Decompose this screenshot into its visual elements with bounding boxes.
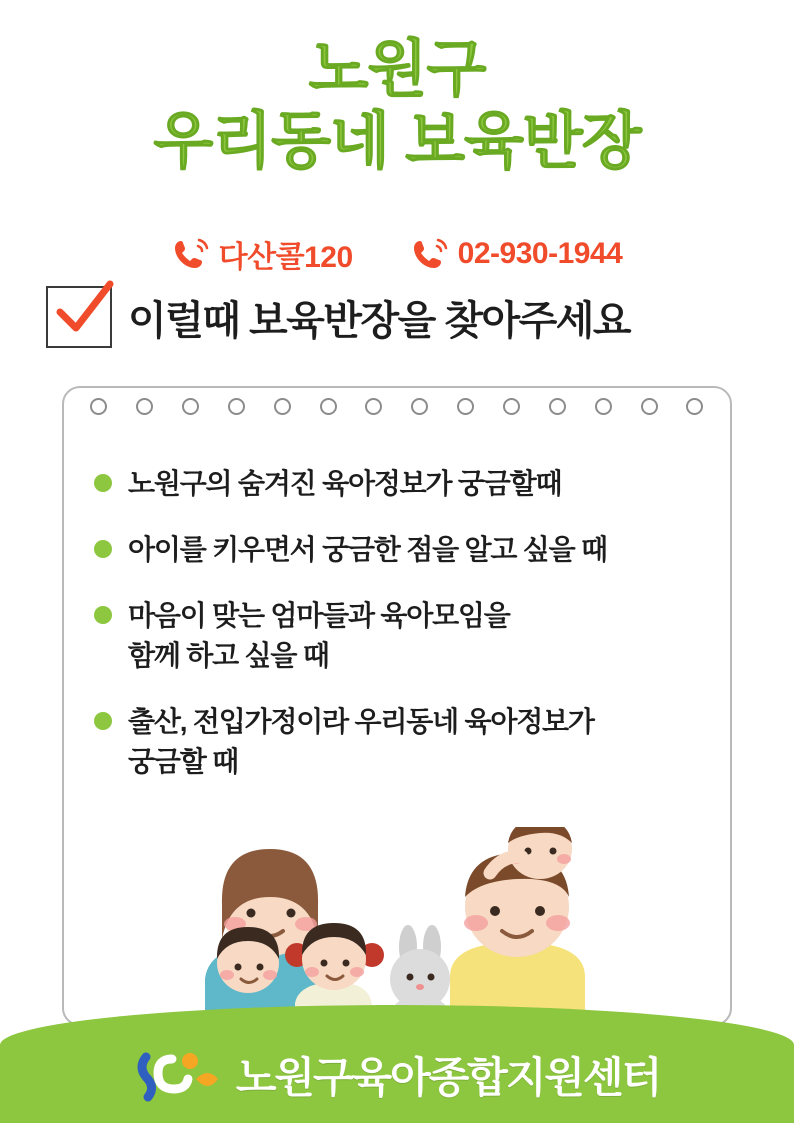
checkbox-frame — [46, 286, 112, 348]
note-hole-icon — [641, 398, 658, 415]
contact-number[interactable]: 02-930-1944 — [457, 237, 623, 270]
note-hole-icon — [136, 398, 153, 415]
list-item-label: 아이를 키우면서 궁금한 점을 알고 싶을 때 — [128, 534, 607, 565]
father-figure — [450, 853, 585, 1027]
footer-organization-name: 노원구육아종합지원센터 — [235, 1054, 661, 1101]
note-hole-icon — [228, 398, 245, 415]
bullet-dot-icon — [94, 606, 112, 624]
phone-icon — [411, 237, 451, 271]
list-item-label: 출산, 전입가정이라 우리동네 육아정보가 궁금할 때 — [128, 706, 594, 777]
title-line-1: 노원구 — [308, 35, 486, 104]
note-holes — [64, 398, 730, 415]
bullet-dot-icon — [94, 712, 112, 730]
note-hole-icon — [457, 398, 474, 415]
note-hole-icon — [411, 398, 428, 415]
contact-item — [172, 232, 353, 276]
list-item — [94, 464, 714, 504]
contact-item — [411, 237, 623, 271]
phone-icon — [172, 237, 212, 271]
bullet-dot-icon — [94, 474, 112, 492]
page-title — [0, 34, 794, 178]
check-icon — [52, 278, 116, 340]
note-hole-icon — [90, 398, 107, 415]
note-hole-icon — [549, 398, 566, 415]
family-illustration — [150, 827, 670, 1027]
bullet-dot-icon — [94, 540, 112, 558]
contact-number[interactable]: 다산콜120 — [218, 241, 353, 274]
note-hole-icon — [686, 398, 703, 415]
note-hole-icon — [274, 398, 291, 415]
note-hole-icon — [182, 398, 199, 415]
contact-row — [0, 232, 794, 276]
note-hole-icon — [320, 398, 337, 415]
center-logo-icon — [134, 1045, 226, 1105]
list-item — [94, 530, 714, 570]
list-item-label: 마음이 맞는 엄마들과 육아모임을 함께 하고 싶을 때 — [128, 600, 510, 671]
bullet-list — [94, 464, 714, 808]
note-hole-icon — [365, 398, 382, 415]
note-hole-icon — [595, 398, 612, 415]
title-line-2: 우리동네 보육반장 — [153, 107, 641, 176]
list-item — [94, 702, 714, 782]
section-heading-text: 이럴때 보육반장을 찾아주세요 — [128, 298, 631, 343]
list-item-label: 노원구의 숨겨진 육아정보가 궁금할때 — [128, 468, 562, 499]
list-item — [94, 596, 714, 676]
note-hole-icon — [503, 398, 520, 415]
section-heading — [46, 286, 756, 348]
footer — [0, 1045, 794, 1105]
